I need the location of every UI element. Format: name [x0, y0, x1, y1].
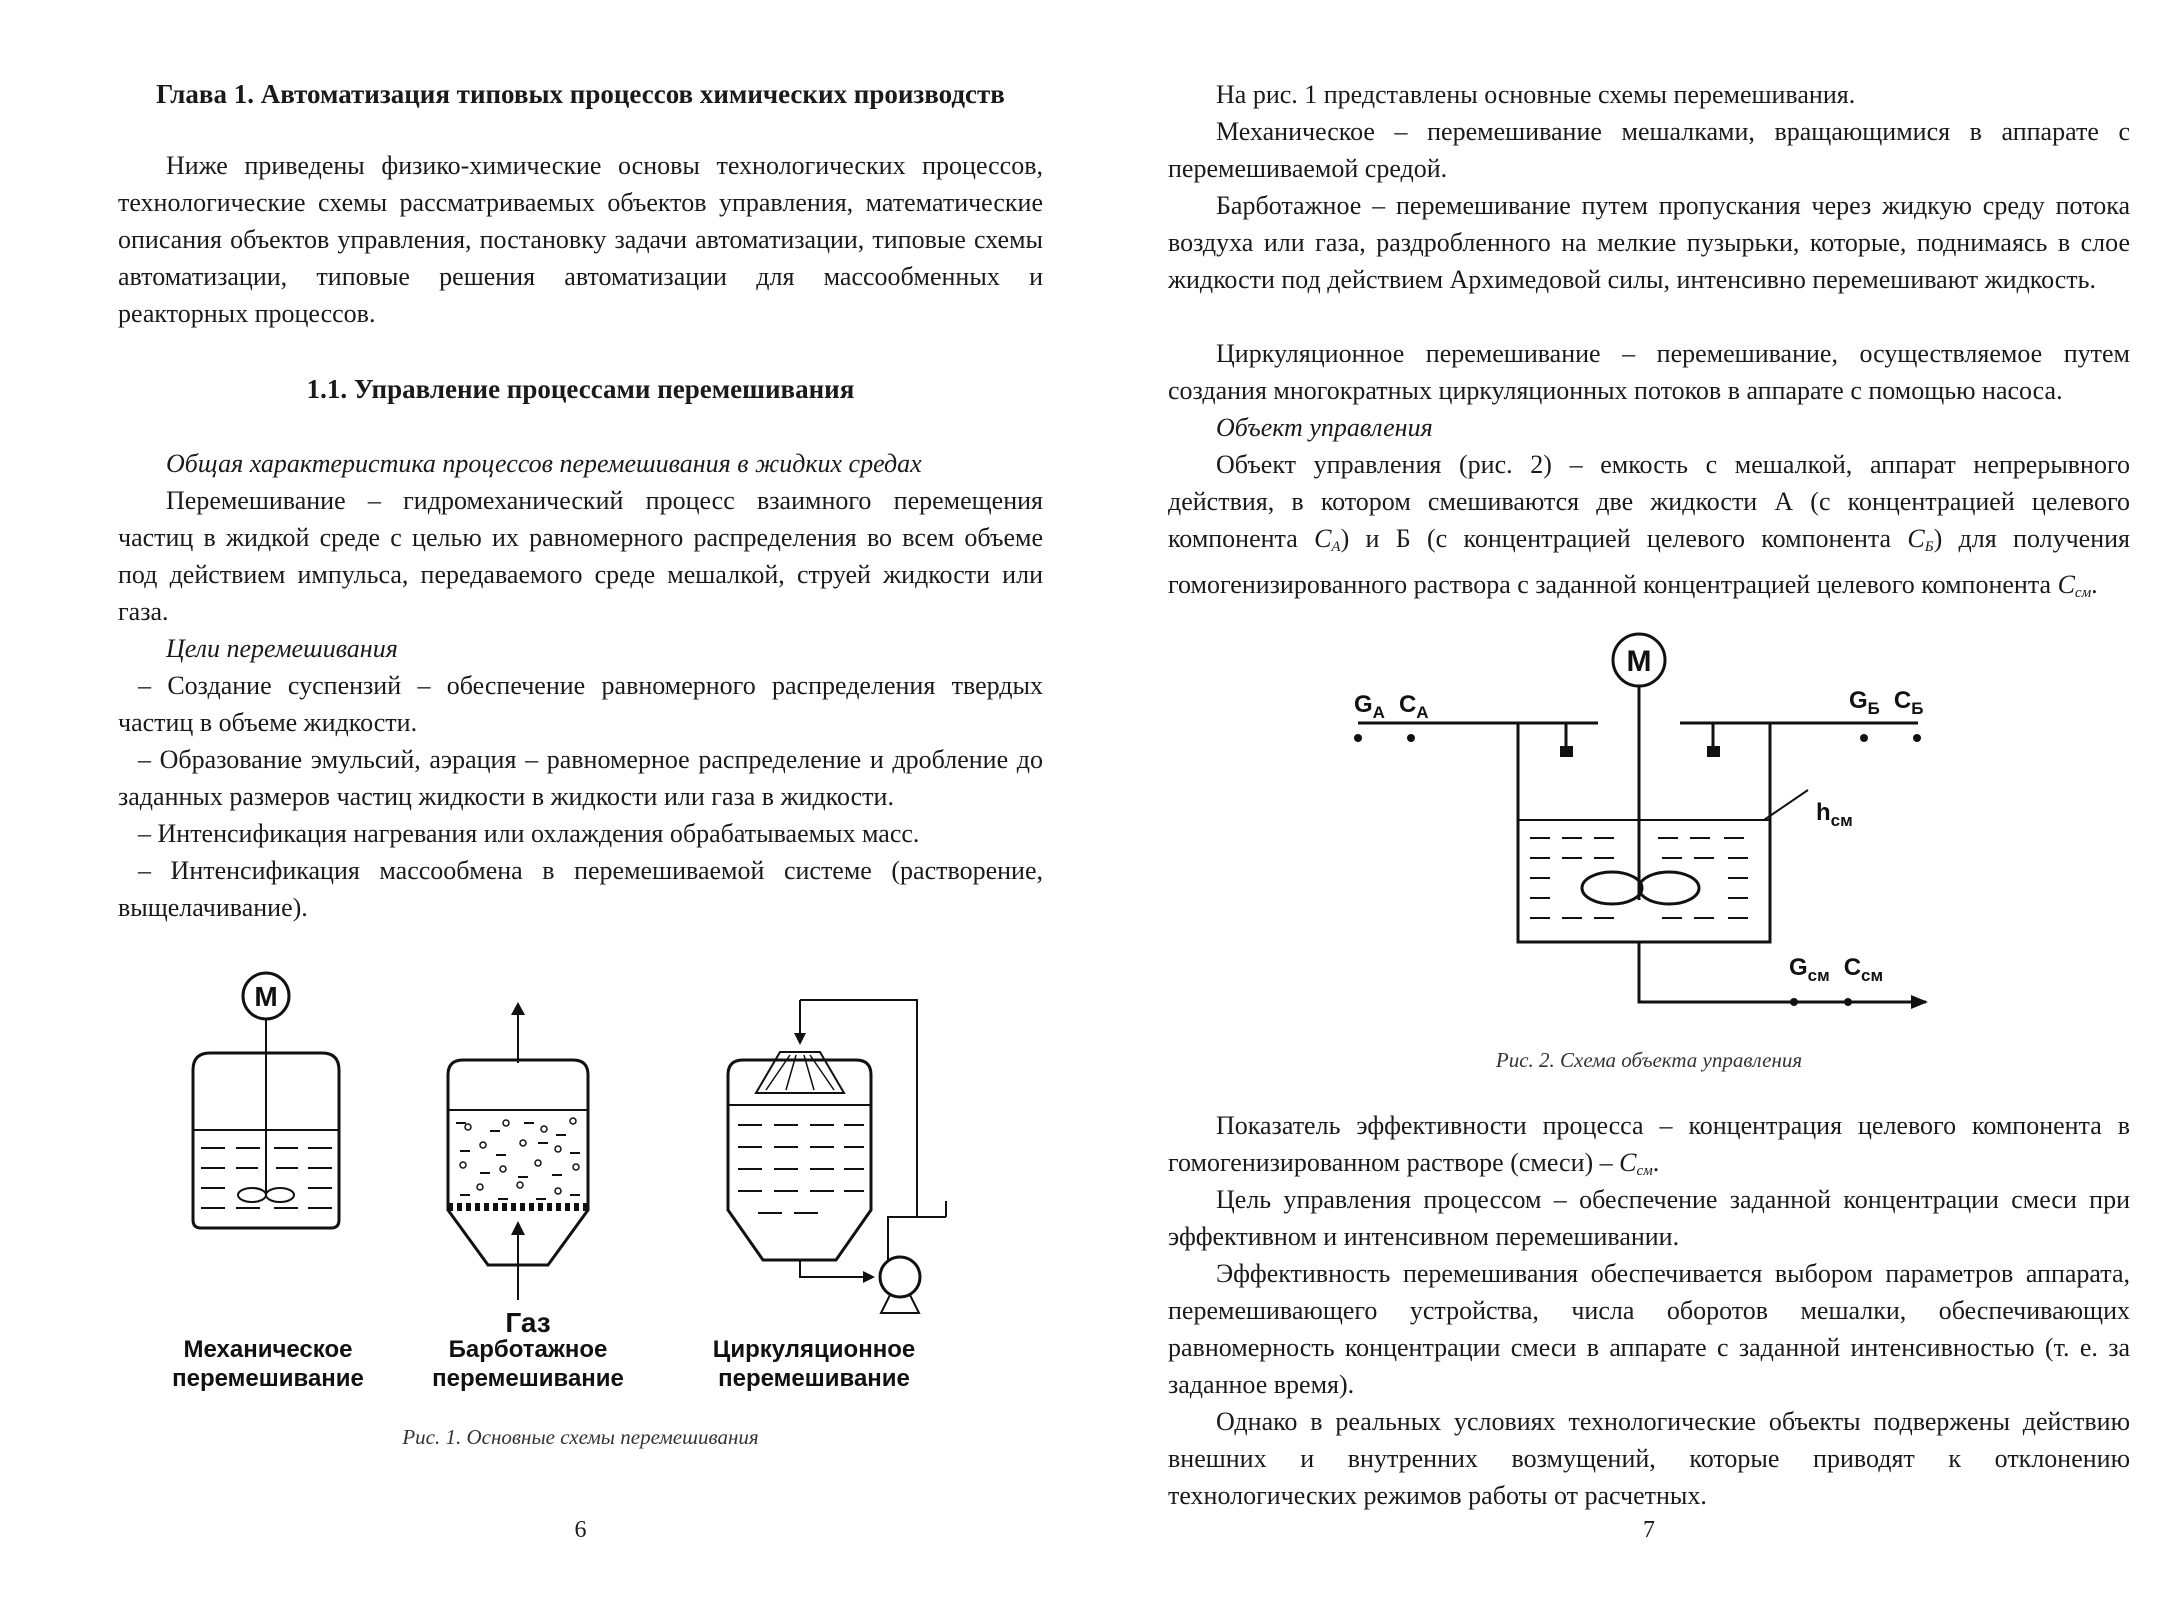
impeller-icon: [238, 1188, 266, 1202]
figure-1-mixing-schemes: [118, 955, 1043, 1338]
subheading-goals: Цели перемешивания: [166, 634, 398, 663]
spray-nozzle-icon: [756, 1052, 844, 1093]
goal-item: – Создание суспензий – обеспечение равномерного распределения твердых частиц в объеме жидкости.: [118, 671, 1043, 737]
object-paragraph: Объект управления (рис. 2) – емкость с мешалкой, аппарат непрерывного действия, в котором смешиваются две жидкости А (с концентрацией целевого компонента $C_А$) и Б (с концентрацией целевого компонента $C_Б$) для получения гомогенизированного раствора с заданной концентрацией целевого компонента $C_{см}$.: [1168, 450, 2130, 601]
section-title: 1.1. Управление процессами перемешивания: [306, 374, 855, 404]
circulation-vessel: [728, 1060, 871, 1260]
label-mechanical: Механическое перемешивание: [172, 1336, 364, 1392]
label-GB-CB: $G_Б$ $C_Б$: [1849, 687, 1924, 718]
control-goal-paragraph: Цель управления процессом – обеспечение заданной концентрации смеси при эффективном и интенсивном перемешивании.: [1168, 1185, 2130, 1251]
figure-2-control-object: [1168, 620, 2130, 1030]
page-number-right: 7: [1643, 1517, 1655, 1543]
tank-vessel: [1518, 723, 1770, 942]
impeller-icon: [1582, 872, 1642, 904]
right-page: [1168, 0, 2130, 1600]
inlet-pipe-B: [1713, 723, 1918, 748]
label-GA-CA: $G_А$ $C_А$: [1354, 691, 1429, 722]
subheading-object: Объект управления: [1216, 413, 1433, 442]
inlet-pipe-A: [1358, 723, 1566, 748]
disturbances-paragraph: Однако в реальных условиях технологические объекты подвержены действию внешних и внутренних возмущений, которые приводят к отклонению технологических режимов работы от расчетных.: [1168, 1407, 2130, 1510]
label-circulation: Циркуляционное перемешивание: [712, 1336, 916, 1392]
figure-2-caption: Рис. 2. Схема объекта управления: [1495, 1048, 1803, 1072]
efficiency-paragraph: Показатель эффективности процесса – концентрация целевого компонента в гомогенизированном растворе (смеси) – $C_{см}$.: [1168, 1111, 2130, 1179]
pump-icon: [880, 1257, 920, 1297]
intro-paragraph: Ниже приведены физико-химические основы технологических процессов, технологические схемы рассматриваемых объектов управления, математические описания объектов управления, постановку задачи автоматизации, типовые схемы автоматизации, типовые решения автоматизации для массообменных и реакторных процессов.: [118, 151, 1043, 328]
left-page: [118, 0, 1043, 1600]
efficiency-ensured-paragraph: Эффективность перемешивания обеспечивается выбором параметров аппарата, перемешивающего устройства, числа оборотов мешалки, обеспечивающих равномерность концентрации смеси в аппарате с заданной интенсивностью (т. е. за заданное время).: [1168, 1259, 2130, 1399]
subheading-general: Общая характеристика процессов перемешивания в жидких средах: [166, 449, 922, 478]
goal-item: – Интенсификация массообмена в перемешиваемой системе (растворение, выщелачивание).: [118, 856, 1043, 922]
goal-item: – Интенсификация нагревания или охлаждения обрабатываемых масс.: [138, 819, 920, 848]
para-bubbling: Барботажное – перемешивание путем пропускания через жидкую среду потока воздуха или газа, раздробленного на мелкие пузырьки, которые, поднимаясь в слое жидкости под действием Архимедовой силы, интенсивно перемешивают жидкость.: [1168, 191, 2130, 294]
bubbling-mixer-diagram: [448, 1002, 588, 1300]
mechanical-mixer-diagram: [193, 973, 339, 1228]
para-mechanical: Механическое – перемешивание мешалками, вращающимися в аппарате с перемешиваемой средой.: [1168, 117, 2130, 183]
para-circulation: Циркуляционное перемешивание – перемешивание, осуществляемое путем создания многократных циркуляционных потоков в аппарате с помощью насоса.: [1168, 339, 2130, 405]
label-h-sm: $h_{см}$: [1816, 799, 1853, 830]
chapter-title: Глава 1. Автоматизация типовых процессов химических производств: [156, 79, 1005, 109]
page-number-left: 6: [574, 1517, 587, 1543]
gas-label: Газ: [505, 1307, 551, 1338]
label-bubbling: Барботажное перемешивание: [432, 1336, 624, 1392]
definition-paragraph: Перемешивание – гидромеханический процесс взаимного перемещения частиц в жидкой среде с целью их равномерного распределения во всем объеме под действием импульса, передаваемого среде мешалкой, струей жидкости или газа.: [118, 486, 1043, 626]
para-fig-ref: На рис. 1 представлены основные схемы перемешивания.: [1216, 80, 1856, 109]
motor-label: М: [1626, 645, 1652, 678]
goal-item: – Образование эмульсий, аэрация – равномерное распределение и дробление до заданных размеров частиц жидкости в жидкости или газа в жидкости.: [118, 745, 1043, 811]
circulation-mixer-diagram: [728, 1000, 946, 1313]
figure-1-caption: Рис. 1. Основные схемы перемешивания: [402, 1425, 759, 1449]
label-Gsm-Csm: $G_{см}$ $C_{см}$: [1789, 954, 1884, 985]
motor-label: М: [254, 981, 278, 1012]
